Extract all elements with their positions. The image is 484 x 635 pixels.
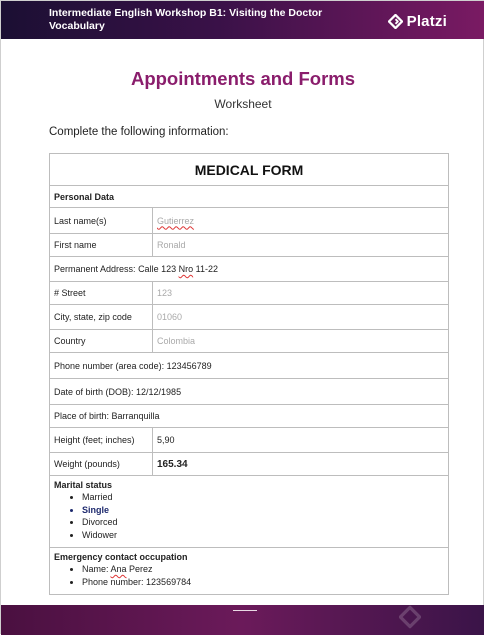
height-field[interactable]: 5,90 xyxy=(153,428,449,453)
emergency-contact-block xyxy=(50,548,449,595)
emergency-name-first: Ana xyxy=(110,564,127,574)
workshop-title: Intermediate English Workshop B1: Visiting the Doctor Vocabulary xyxy=(49,7,323,32)
page-subtitle: Worksheet xyxy=(214,97,272,111)
emergency-name[interactable] xyxy=(82,563,444,576)
emergency-name-label: Name: xyxy=(82,564,111,574)
emergency-name-last: Perez xyxy=(126,564,153,574)
city-field[interactable]: 01060 xyxy=(153,305,449,330)
address-value-nro: Nro xyxy=(178,264,194,274)
emergency-contact-title: Emergency contact occupation xyxy=(54,552,188,562)
emergency-contact-list xyxy=(54,563,444,588)
marital-status-block xyxy=(50,476,449,548)
phone-field[interactable]: Phone number (area code): 123456789 xyxy=(50,353,449,379)
form-title: MEDICAL FORM xyxy=(50,154,449,186)
emergency-phone[interactable]: • Phone number: 123569784 xyxy=(82,576,444,589)
pob-field[interactable]: Place of birth: Barranquilla xyxy=(50,405,449,428)
platzi-logo-icon xyxy=(388,14,403,29)
weight-label: Weight (pounds) xyxy=(50,453,153,476)
height-label: Height (feet; inches) xyxy=(50,428,153,453)
last-name-label: Last name(s) xyxy=(50,208,153,234)
marital-options-list xyxy=(54,491,444,541)
first-name-label: First name xyxy=(50,234,153,257)
header-band xyxy=(1,1,484,39)
dob-field[interactable]: Date of birth (DOB): 12/12/1985 xyxy=(50,379,449,405)
footer-page-mark xyxy=(233,610,257,611)
marital-option[interactable]: • Married xyxy=(82,491,444,504)
last-name-value: Gutierrez xyxy=(157,215,195,226)
section-personal-data: Personal Data xyxy=(50,186,449,208)
marital-option[interactable]: • Divorced xyxy=(82,516,444,529)
weight-field[interactable]: 165.34 xyxy=(153,453,449,476)
street-field[interactable]: 123 xyxy=(153,282,449,305)
marital-option-selected[interactable]: • Single xyxy=(82,504,444,517)
street-label: # Street xyxy=(50,282,153,305)
marital-option[interactable]: • Widower xyxy=(82,529,444,542)
instruction-text: Complete the following information: xyxy=(49,126,229,138)
country-field[interactable]: Colombia xyxy=(153,330,449,353)
address-label: Permanent Address: xyxy=(54,264,136,274)
address-field[interactable] xyxy=(50,257,449,282)
city-label: City, state, zip code xyxy=(50,305,153,330)
country-label: Country xyxy=(50,330,153,353)
address-value-pre: Calle 123 xyxy=(138,264,179,274)
medical-form-table xyxy=(49,153,449,595)
first-name-field[interactable]: Ronald xyxy=(153,234,449,257)
platzi-watermark-icon xyxy=(399,605,421,629)
address-value-post: 11-22 xyxy=(193,264,218,274)
logo-text: Platzi xyxy=(406,13,447,30)
page-title: Appointments and Forms xyxy=(130,68,356,89)
platzi-logo xyxy=(388,13,447,30)
last-name-field[interactable] xyxy=(153,208,449,234)
marital-status-title: Marital status xyxy=(54,480,113,490)
